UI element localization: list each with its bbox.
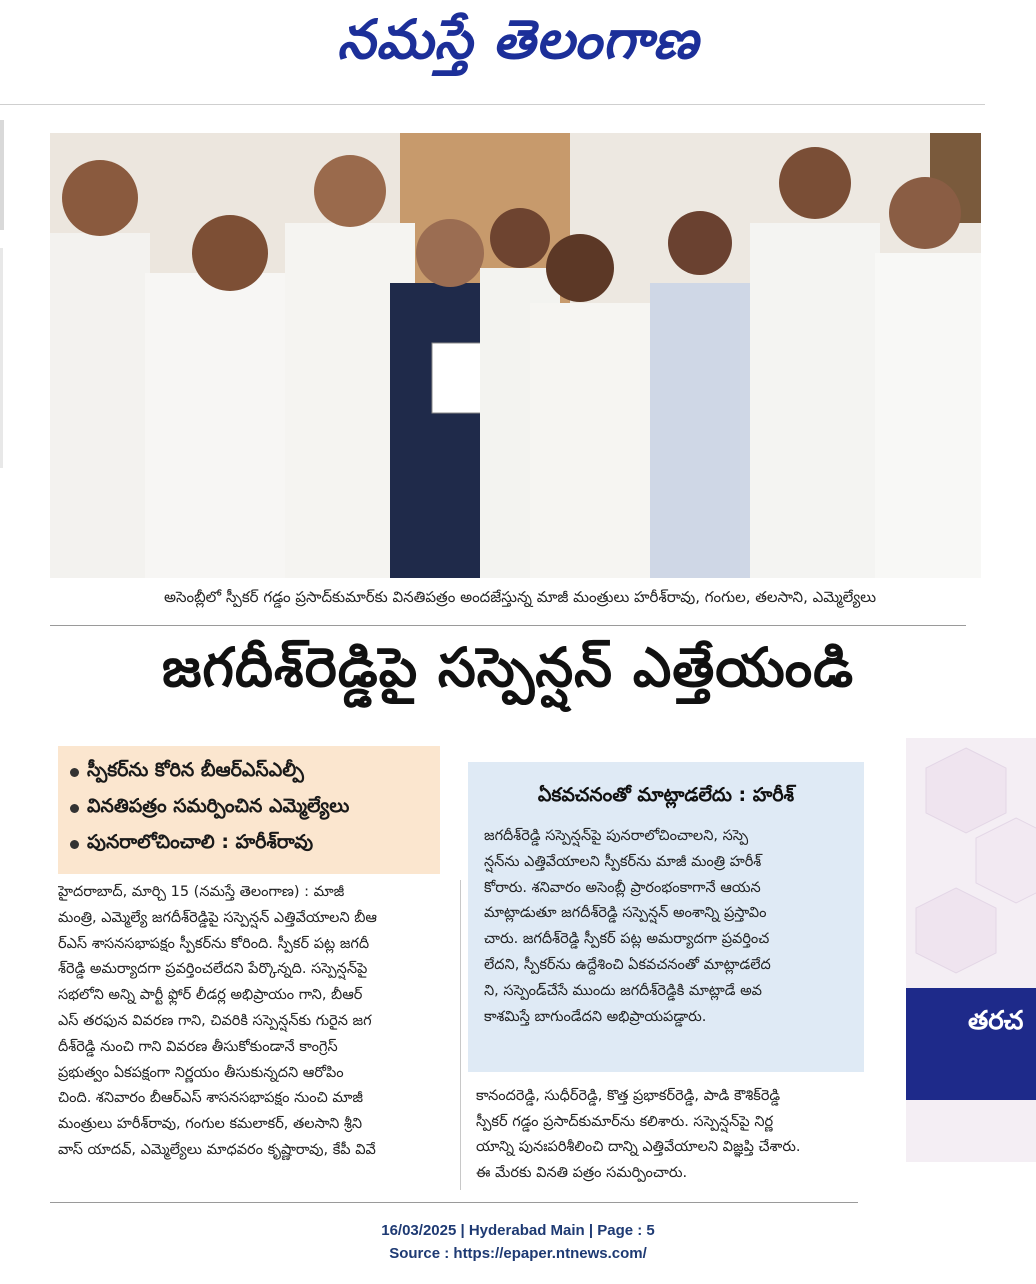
body-line: జగదీశ్‌రెడ్డి సస్పెన్షన్‌పై పునరాలోచించాలని, సస్పె bbox=[484, 828, 749, 844]
bullet-dot bbox=[70, 804, 79, 813]
person-9-head bbox=[889, 177, 961, 249]
margin-mark bbox=[0, 248, 3, 468]
person-2-head bbox=[192, 215, 268, 291]
body-line: దీశ్‌రెడ్డి నుంచి గాని వివరణ తీసుకోకుండానే కాంగ్రెస్ bbox=[58, 1038, 338, 1055]
body-line: యాన్ని పునఃపరిశీలించి దాన్ని ఎత్తివేయాలని విజ్ఞప్తి చేశారు. bbox=[476, 1139, 801, 1155]
person-4-head bbox=[416, 219, 484, 287]
person-1 bbox=[50, 233, 150, 578]
highlight-item: స్పీకర్‌ను కోరిన బీఆర్‌ఎస్‌ఎల్పీ bbox=[70, 754, 428, 790]
person-9 bbox=[875, 253, 981, 578]
caption-rule bbox=[50, 625, 966, 626]
body-line: మంత్రి, ఎమ్మెల్యే జగదీశ్‌రెడ్డిపై సస్పెన్షన్ ఎత్తివేయాలని బీఆ bbox=[58, 909, 378, 926]
ad-text: తరచ bbox=[968, 1006, 1024, 1036]
person-7 bbox=[650, 283, 750, 578]
article-body-left bbox=[58, 880, 456, 1164]
footer-date-page: 16/03/2025 | Hyderabad Main | Page : 5 bbox=[381, 1222, 655, 1239]
highlight-item: వినతిపత్రం సమర్పించిన ఎమ్మెల్యేలు bbox=[70, 790, 428, 826]
highlight-item: పునరాలోచించాలి : హరీశ్‌రావు bbox=[70, 826, 428, 862]
photo-caption: అసెంబ్లీలో స్పీకర్ గడ్డం ప్రసాద్‌కుమార్‌కు వినతిపత్రం అందజేస్తున్న మాజీ మంత్రులు హరీశ్‌రావు, గంగుల, తలసాని, ఎమ్మెల్యేలు bbox=[163, 588, 877, 606]
sidebar-box bbox=[468, 762, 864, 1072]
body-line: కోరారు. శనివారం అసెంబ్లీ ప్రారంభంకాగానే ఆయన bbox=[484, 879, 761, 896]
person-5-head bbox=[490, 208, 550, 268]
footer-source: Source : https://epaper.ntnews.com/ bbox=[389, 1245, 647, 1262]
group-photo-illustration bbox=[50, 133, 981, 578]
hexagon bbox=[926, 748, 1006, 833]
person-3-head bbox=[314, 155, 386, 227]
margin-mark bbox=[0, 120, 4, 230]
hexagon bbox=[916, 888, 996, 973]
body-line: చింది. శనివారం బీఆర్‌ఎస్ శాసనసభాపక్షం నుంచి మాజీ bbox=[58, 1090, 363, 1107]
body-line: మంత్రులు హరీశ్‌రావు, గంగుల కమలాకర్, తలసాని శ్రీని bbox=[58, 1116, 363, 1133]
body-line: కాశమిస్తే బాగుండేదని అభిప్రాయపడ్డారు. bbox=[484, 1008, 707, 1025]
body-line: ఈ మేరకు వినతి పత్రం సమర్పించారు. bbox=[476, 1164, 688, 1181]
person-8 bbox=[750, 223, 880, 578]
body-line: ర్‌ఎస్ శాసనసభాపక్షం స్పీకర్‌ను కోరింది. స్పీకర్ పట్ల జగదీ bbox=[58, 935, 370, 952]
sidebar-body bbox=[484, 824, 856, 1030]
sidebar-heading: ఏకవచనంతో మాట్లాడలేదు : హరీశ్ bbox=[537, 784, 795, 806]
masthead bbox=[0, 0, 1036, 100]
masthead-rule bbox=[0, 104, 985, 105]
bullet-dot bbox=[70, 768, 79, 777]
news-photo bbox=[50, 133, 981, 578]
body-line: స్పీకర్ గడ్డం ప్రసాద్‌కుమార్‌ను కలిశారు. సస్పెన్షన్‌పై నిర్ణ bbox=[476, 1113, 774, 1130]
body-line: చారు. జగదీశ్‌రెడ్డి స్పీకర్ పట్ల అమర్యాదగా ప్రవర్తించ bbox=[484, 931, 770, 948]
body-line: మాట్లాడుతూ జగదీశ్‌రెడ్డి సస్పెన్షన్ అంశాన్ని ప్రస్తావిం bbox=[484, 905, 767, 922]
hexagon bbox=[976, 818, 1036, 903]
body-line: న్షన్‌ను ఎత్తివేయాలని స్పీకర్‌ను మాజీ మంత్రి హరీశ్ bbox=[484, 853, 762, 870]
person-8-head bbox=[779, 147, 851, 219]
hexagon-pattern bbox=[906, 738, 1036, 988]
body-line: వాస్ యాదవ్, ఎమ్మెల్యేలు మాధవరం కృష్ణారావు, కేపీ వివే bbox=[58, 1141, 376, 1158]
bullet-dot bbox=[70, 840, 79, 849]
body-line: ఎస్ తరఫున వివరణ గాని, చివరికి సస్పెన్షన్‌కు గురైన జగ bbox=[58, 1012, 372, 1029]
bottom-rule bbox=[50, 1202, 858, 1203]
body-line: సభలోని అన్ని పార్టీ ఫ్లోర్ లీడర్ల అభిప్రాయం గాని, బీఆర్ bbox=[58, 987, 363, 1004]
person-1-head bbox=[62, 160, 138, 236]
body-line: ప్రభుత్వం ఏకపక్షంగా నిర్ణయం తీసుకున్నదని ఆరోపిం bbox=[58, 1064, 344, 1081]
person-6 bbox=[530, 303, 650, 578]
body-line: శ్‌రెడ్డి అమర్యాదగా ప్రవర్తించలేదని పేర్కొన్నది. సస్పెన్షన్‌పై bbox=[58, 961, 368, 978]
body-line: లేదని, స్పీకర్‌ను ఉద్దేశించి ఏకవచనంతో మాట్లాడలేద bbox=[484, 956, 771, 973]
person-6-head bbox=[546, 234, 614, 302]
body-line: హైదరాబాద్, మార్చి 15 (నమస్తే తెలంగాణ) : మాజీ bbox=[58, 884, 345, 900]
body-line: కానందరెడ్డి, సుధీర్‌రెడ్డి, కొత్త ప్రభాకర్‌రెడ్డి, పాడి కౌశిక్‌రెడ్డి bbox=[476, 1088, 781, 1104]
newspaper-logo: నమస్తే తెలంగాణ bbox=[337, 8, 699, 71]
person-7-head bbox=[668, 211, 732, 275]
highlights-box bbox=[58, 746, 440, 874]
advertisement bbox=[906, 738, 1036, 1162]
ad-band bbox=[906, 988, 1036, 1100]
body-line: ని, సస్పెండ్‌చేసే ముందు జగదీశ్‌రెడ్డికి మాట్లాడే అవ bbox=[484, 982, 762, 999]
article-body-right bbox=[476, 1084, 866, 1186]
petition-paper bbox=[432, 343, 484, 413]
column-divider bbox=[460, 880, 461, 1190]
headline: జగదీశ్‌రెడ్డిపై సస్పెన్షన్ ఎత్తేయండి bbox=[161, 636, 855, 699]
